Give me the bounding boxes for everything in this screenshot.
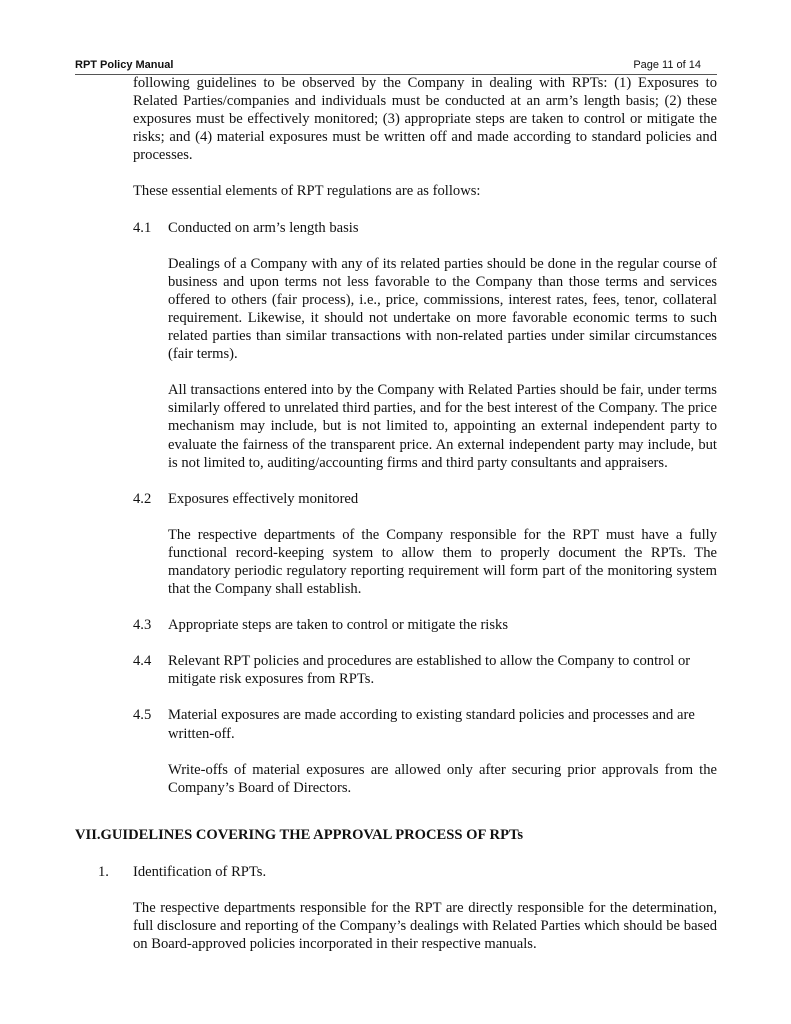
intro-lead: These essential elements of RPT regulations are as follows: xyxy=(133,183,481,200)
element-4-2 xyxy=(133,490,717,616)
item-number: 4.2 xyxy=(133,490,152,507)
document-body xyxy=(133,74,717,797)
page-header xyxy=(75,58,717,75)
section-body xyxy=(98,863,717,953)
intro-paragraph: following guidelines to be observed by the Company in dealing with RPTs: (1) Exposures to Related Parties/companies and individuals must be conducted at an arm’s length basis; (2) these exposures must be effectively monitored; (3) appropriate steps are taken to control or mitigate the risks; and (4) material exposures must be written off and made according to standard policies and processes. xyxy=(133,75,717,164)
item-number: 4.3 xyxy=(133,617,152,634)
item-title: Exposures effectively monitored xyxy=(168,490,359,507)
document-title: RPT Policy Manual xyxy=(75,59,174,71)
element-4-3 xyxy=(133,616,717,652)
item-title: Relevant RPT policies and procedures are established to allow the Company to control or mitigate risk exposures from RPTs. xyxy=(168,653,691,688)
item-number: 4.1 xyxy=(133,219,152,236)
item-title: Identification of RPTs. xyxy=(133,864,267,880)
element-4-4 xyxy=(133,652,717,706)
element-4-5 xyxy=(133,706,717,796)
item-title: Conducted on arm’s length basis xyxy=(168,219,359,236)
item-paragraph: The respective departments of the Company responsible for the RPT must have a fully functional record-keeping system to allow them to properly document the RPTs. The mandatory periodic regulatory reporting requirement will form part of the monitoring system that the Company shall establish. xyxy=(168,526,717,598)
item-number: 4.5 xyxy=(133,707,152,724)
item-paragraph: The respective departments responsible for the RPT are directly responsible for the determination, full disclosure and reporting of the Company’s dealings with Related Parties which should be based on Board-approved policies incorporated in their respective manuals. xyxy=(133,900,717,953)
page-number: Page 11 of 14 xyxy=(633,59,701,71)
item-number: 4.4 xyxy=(133,653,152,670)
item-paragraph: All transactions entered into by the Company with Related Parties should be fair, under terms similarly offered to unrelated third parties, and for the best interest of the Company. The price mechanism may include, but is not limited to, appointing an external independent party to evaluate the fairness of the transparent price. An external independent party may include, but is not limited to, auditing/accounting firms and third party consultants and appraisers. xyxy=(168,382,717,471)
item-paragraph: Dealings of a Company with any of its related parties should be done in the regular course of business and upon terms not less favorable to the Company than those terms and services offered to others (fair process), i.e., price, commissions, interest rates, fees, tenor, collateral requirement. Likewise, it should not undertake on more favorable economic terms to such related parties than similar transactions with non-related parties under similar circumstances (fair terms). xyxy=(168,255,717,363)
element-4-1 xyxy=(133,219,717,490)
item-number: 1. xyxy=(98,864,109,880)
item-paragraph: Write-offs of material exposures are allowed only after securing prior approvals from the Company’s Board of Directors. xyxy=(168,761,717,796)
section-heading: VII.GUIDELINES COVERING THE APPROVAL PROCESS OF RPTs xyxy=(75,827,524,843)
item-title: Material exposures are made according to existing standard policies and processes and are written-off. xyxy=(168,707,695,742)
section-item-1 xyxy=(98,863,717,881)
item-title: Appropriate steps are taken to control or mitigate the risks xyxy=(168,617,509,634)
